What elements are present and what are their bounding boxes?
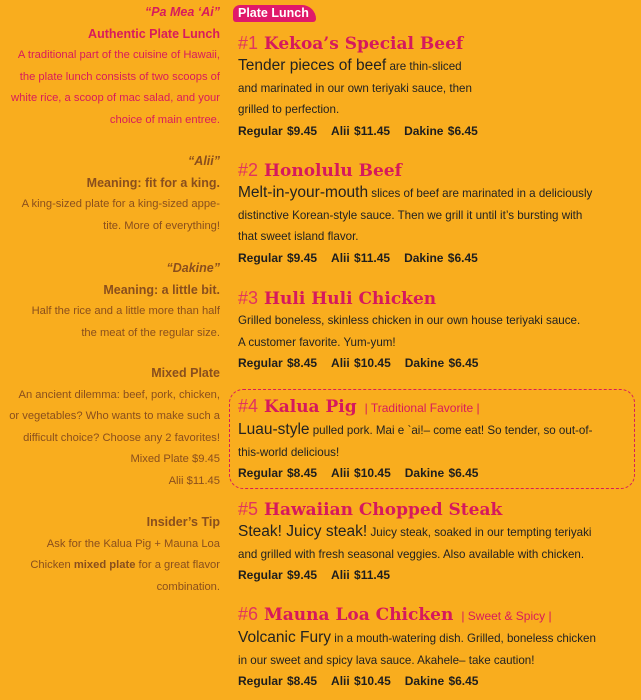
mixed-line: or vegetables? Who wants to make such a [9,410,220,422]
intro-subtitle: Authentic Plate Lunch [88,26,220,41]
item-title: #2 Honolulu Beef [238,160,402,181]
mixed-line: An ancient dilemma: beef, pork, chicken, [18,388,220,401]
dakine-line: Half the rice and a little more than half [31,305,220,317]
item-tag: | Traditional Favorite | [364,401,480,415]
alii-line: tite. More of everything! [103,219,220,232]
item-description-line: and grilled with fresh seasonal veggies. Also available with chicken. [238,547,585,561]
item-tag: | Sweet & Spicy | [461,609,552,623]
alii-title: “Alii” [188,154,220,168]
intro-line: choice of main entree. [109,113,220,126]
dakine-line: the meat of the regular size. [81,326,220,339]
intro-line: the plate lunch consists of two scoops of [19,70,220,83]
item-prices: Regular $9.45 Alii $11.45 Dakine $6.45 [238,250,478,265]
item-prices: Regular $8.45 Alii $10.45 Dakine $6.45 [238,356,479,370]
mixed-plate-title: Mixed Plate [151,366,220,380]
menu-item [238,32,634,141]
intro-title: “Pa Mea ‘Ai” [144,5,220,19]
item-title: #3 Huli Huli Chicken [238,288,437,309]
dakine-block [0,258,220,344]
item-title: #6 Mauna Loa Chicken | Sweet & Spicy | [238,604,552,625]
tip-line: combination. [156,580,220,593]
mixed-price: Mixed Plate $9.45 [130,453,220,465]
item-description: Tender pieces of beef are thin-sliced [238,57,462,74]
insider-tip-block [0,512,220,598]
item-title: #4 Kalua Pig | Traditional Favorite | [238,396,480,417]
item-description: Grilled boneless, skinless chicken in our own house teriyaki sauce. [238,314,581,327]
item-description: Volcanic Fury in a mouth-watering dish. Grilled, boneless chicken [238,629,596,646]
item-description-line: grilled to perfection. [238,103,340,116]
item-description-line: in our sweet and spicy lava sauce. Akahele– take caution! [238,653,535,667]
item-title: #5 Hawaiian Chopped Steak [238,499,503,520]
mixed-alii-price: Alii $11.45 [168,474,220,487]
menu-item [238,395,634,483]
intro-line: white rice, a scoop of mac salad, and your [11,92,220,104]
mixed-line: difficult choice? Choose any 2 favorites! [23,431,220,444]
item-description-line: that sweet island flavor. [238,230,359,243]
item-title: #1 Kekoa’s Special Beef [238,33,464,54]
intro-line: A traditional part of the cuisine of Hawaii, [17,49,220,61]
section-badge: Plate Lunch [233,5,316,22]
item-prices: Regular $8.45 Alii $10.45 Dakine $6.45 [238,674,479,688]
alii-subtitle: Meaning: fit for a king. [86,175,220,190]
menu-item [238,498,634,585]
tip-line: Ask for the Kalua Pig + Mauna Loa [46,537,220,550]
menu-item [238,159,634,268]
item-prices: Regular $9.45 Alii $11.45 [238,568,391,582]
item-prices: Regular $8.45 Alii $10.45 Dakine $6.45 [238,466,479,480]
item-description: Luau-style pulled pork. Mai e `ai!– come eat! So tender, so out-of- [238,421,593,438]
item-description-line: A customer favorite. Yum-yum! [238,335,396,349]
dakine-subtitle: Meaning: a little bit. [103,282,220,297]
item-description-line: distinctive Korean-style sauce. Then we grill it until it’s bursting with [238,208,583,222]
intro-block [0,2,220,131]
item-prices: Regular $9.45 Alii $11.45 Dakine $6.45 [238,123,478,138]
dakine-title: “Dakine” [166,261,220,275]
alii-line: A king-sized plate for a king-sized appe- [21,198,220,210]
menu-item [238,287,634,373]
menu-item [238,603,634,691]
item-description: Steak! Juicy steak! Juicy steak, soaked in our tempting teriyaki [238,523,592,540]
item-description-line: and marinated in our own teriyaki sauce, then [238,81,472,95]
tip-title: Insider’s Tip [146,515,220,529]
item-description-line: this-world delicious! [238,445,340,459]
mixed-plate-block [0,363,220,492]
alii-block [0,151,220,237]
item-description: Melt-in-your-mouth slices of beef are marinated in a deliciously [238,184,593,201]
tip-line: Chicken mixed plate for a great flavor [30,559,220,571]
